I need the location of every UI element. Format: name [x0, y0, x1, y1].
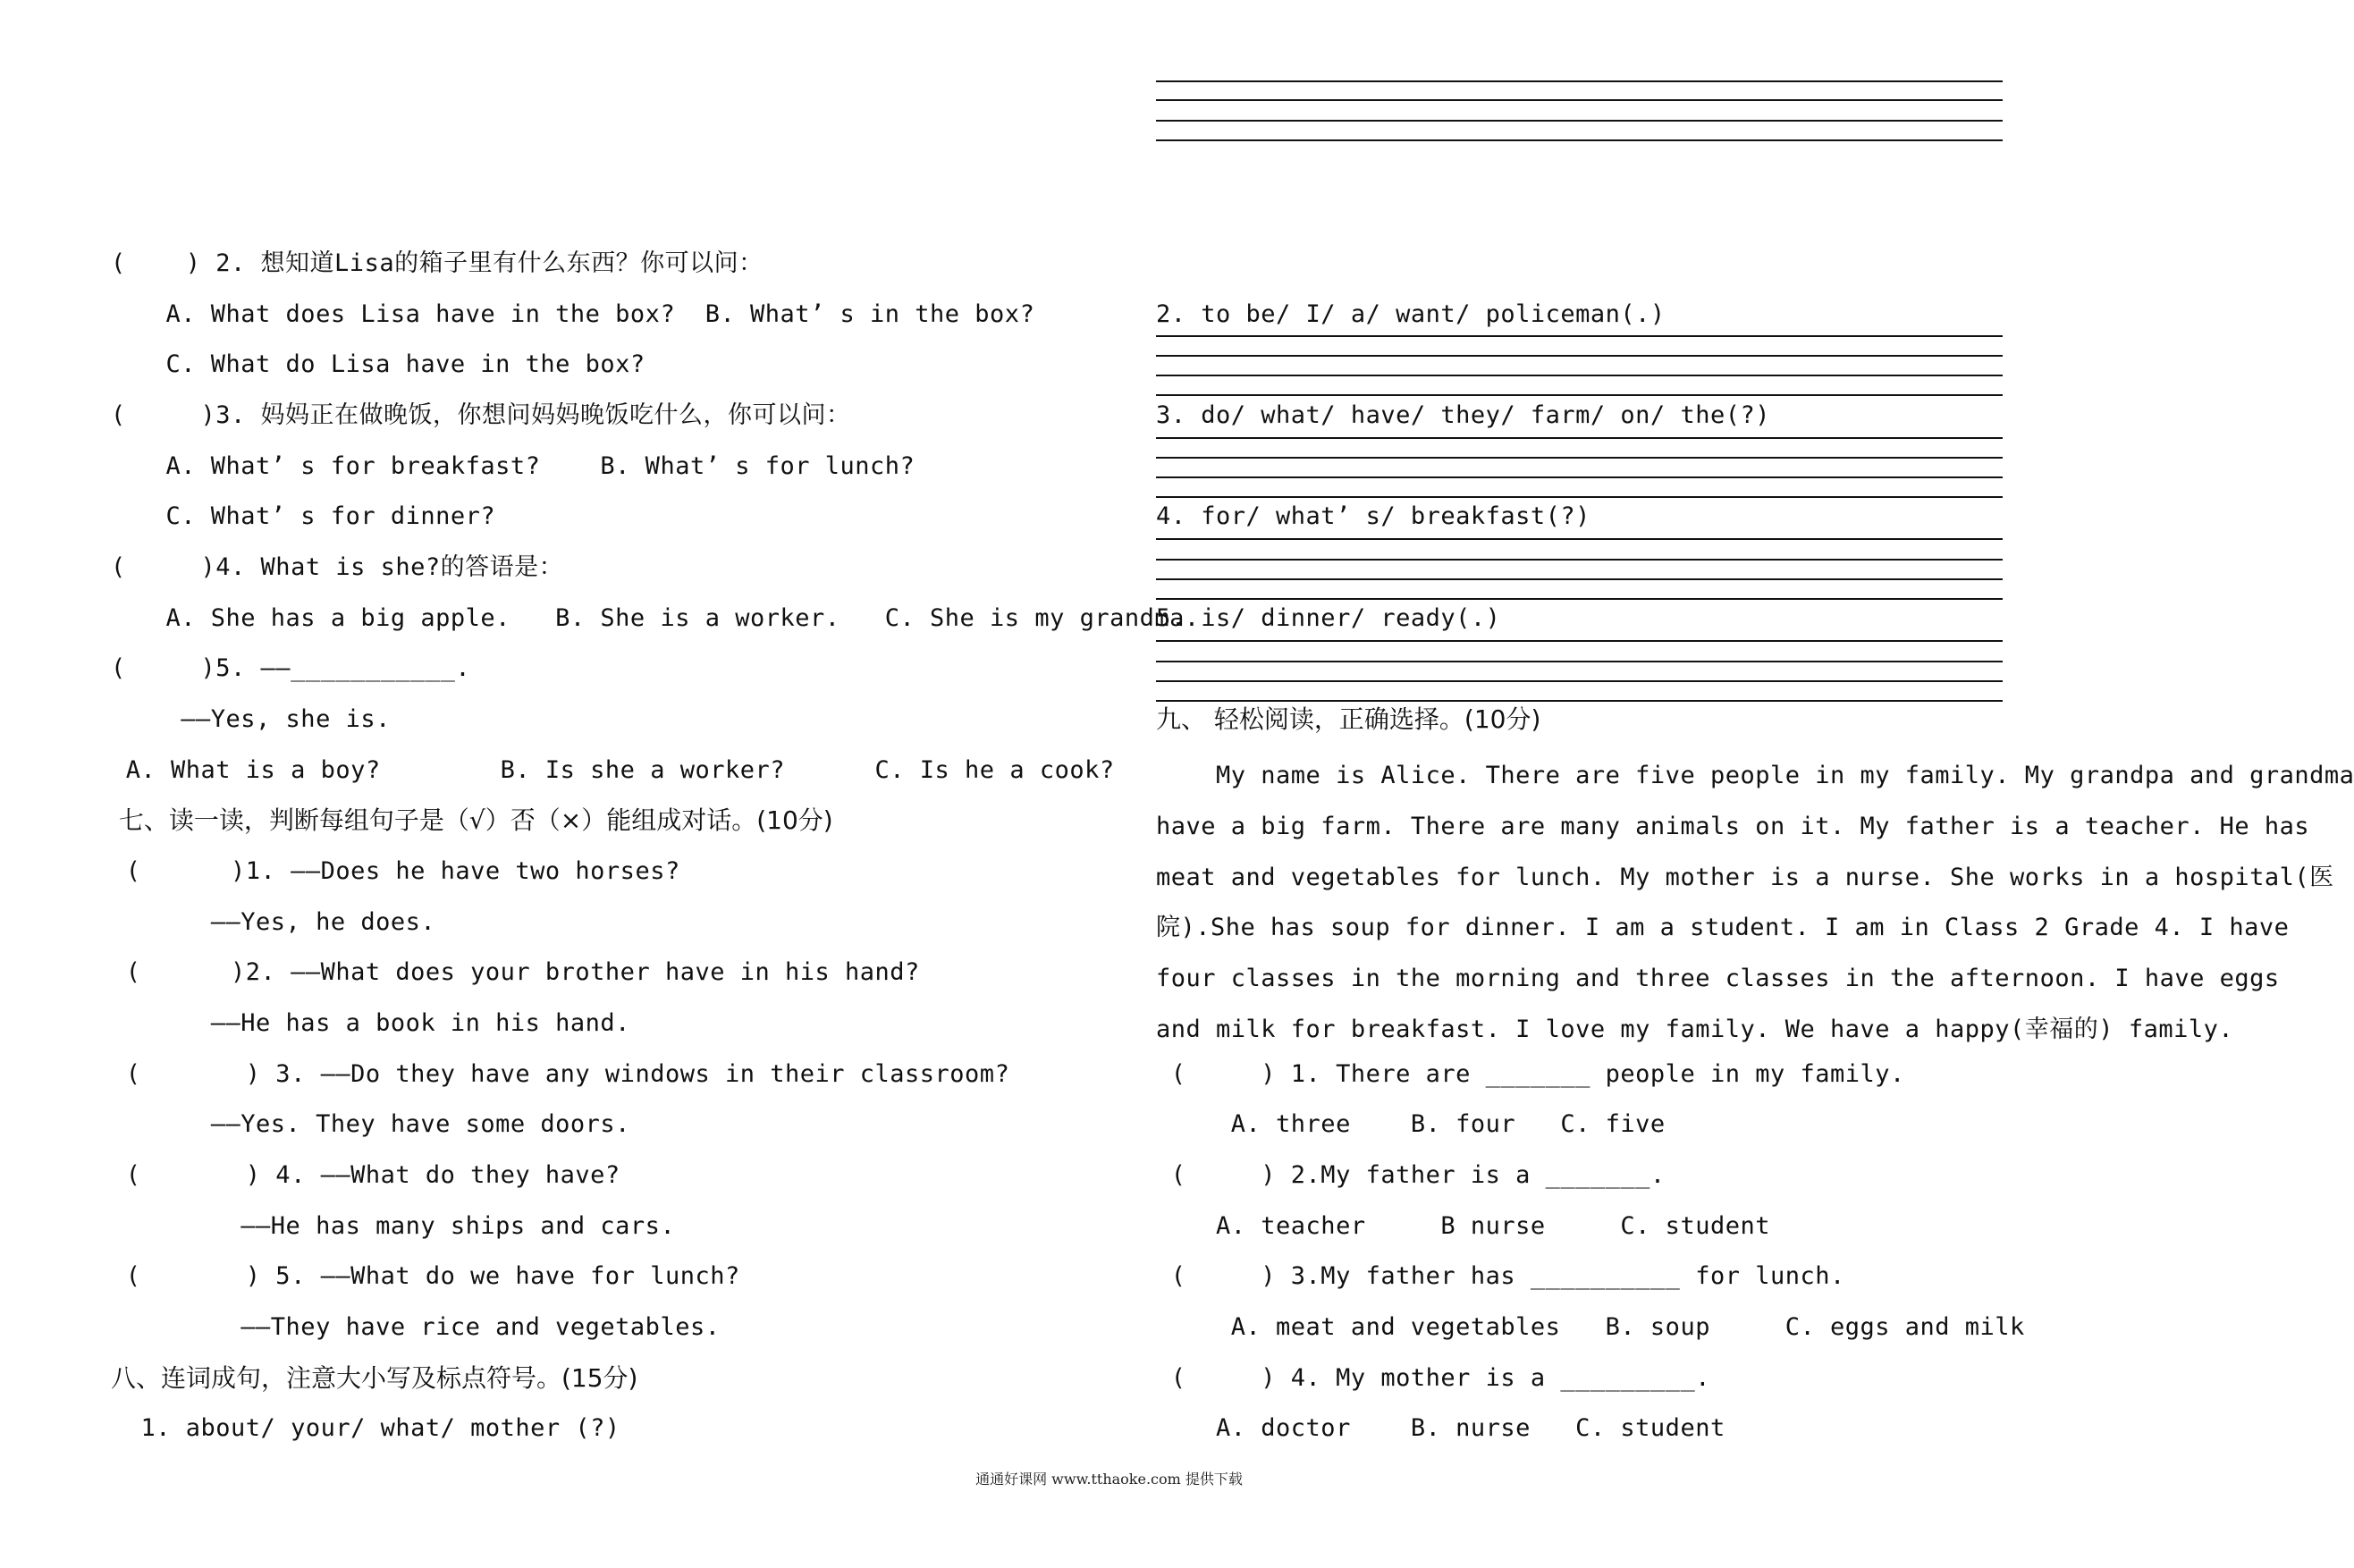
- answer-line: [1156, 99, 2003, 101]
- section8-title: 八、连词成句，注意大小写及标点符号。(15分): [111, 1363, 638, 1393]
- q9-1: ( ) 1. There are _______ people in my family.: [1156, 1060, 1905, 1088]
- answer-line: [1156, 120, 2003, 122]
- q6-4-options: A. She has a big apple. B. She is a worker. C. She is my grandma.: [136, 604, 1200, 632]
- answer-line: [1156, 680, 2003, 682]
- q6-2-options-ab: A. What does Lisa have in the box? B. What’ s in the box?: [136, 300, 1035, 328]
- answer-line: [1156, 335, 2003, 337]
- q7-3: ( ) 3. ——Do they have any windows in their classroom?: [111, 1060, 1010, 1088]
- passage-line: My name is Alice. There are five people in my family. My grandpa and grandma: [1156, 762, 2354, 789]
- answer-line: [1156, 578, 2003, 580]
- passage-line: 院).She has soup for dinner. I am a student. I am in Class 2 Grade 4. I have: [1156, 914, 2290, 942]
- q8-3: 3. do/ what/ have/ they/ farm/ on/ the(?): [1156, 401, 1770, 429]
- answer-line: [1156, 640, 2003, 642]
- q6-3-options-ab: A. What’ s for breakfast? B. What’ s for lunch?: [136, 452, 915, 480]
- passage-line: have a big farm. There are many animals on it. My father is a teacher. He has: [1156, 812, 2310, 840]
- q6-2-option-c: C. What do Lisa have in the box?: [136, 350, 645, 378]
- q7-4: ( ) 4. ——What do they have?: [111, 1161, 620, 1189]
- q9-3: ( ) 3.My father has __________ for lunch.: [1156, 1262, 1845, 1290]
- q8-5: 5. is/ dinner/ ready(.): [1156, 604, 1501, 632]
- q9-2-options: A. teacher B nurse C. student: [1156, 1212, 1770, 1240]
- q7-2: ( )2. ——What does your brother have in his hand?: [111, 958, 920, 986]
- q6-5-options: A. What is a boy? B. Is she a worker? C. Is he a cook?: [111, 756, 1115, 784]
- q6-3-option-c: C. What’ s for dinner?: [136, 502, 496, 530]
- q9-3-options: A. meat and vegetables B. soup C. eggs and milk: [1156, 1313, 2025, 1341]
- q8-1: 1. about/ your/ what/ mother (?): [111, 1414, 620, 1442]
- answer-line: [1156, 538, 2003, 540]
- q7-3-answer: ——Yes. They have some doors.: [136, 1110, 630, 1138]
- answer-line: [1156, 437, 2003, 439]
- answer-line: [1156, 139, 2003, 141]
- q9-4-options: A. doctor B. nurse C. student: [1156, 1414, 1725, 1442]
- q6-5: ( )5. ——___________.: [111, 654, 471, 682]
- answer-line: [1156, 80, 2003, 82]
- passage-line: and milk for breakfast. I love my family. We have a happy(幸福的) family.: [1156, 1015, 2234, 1043]
- section9-title: 九、 轻松阅读，正确选择。(10分): [1156, 704, 1541, 734]
- q6-4: ( )4. What is she?的答语是：: [111, 553, 564, 581]
- q9-1-options: A. three B. four C. five: [1156, 1110, 1666, 1138]
- passage-line: meat and vegetables for lunch. My mother is a nurse. She works in a hospital(医: [1156, 863, 2334, 891]
- q7-4-answer: ——He has many ships and cars.: [136, 1212, 676, 1240]
- q7-1: ( )1. ——Does he have two horses?: [111, 857, 680, 885]
- section7-title: 七、读一读，判断每组句子是（√）否（×）能组成对话。(10分): [111, 805, 833, 835]
- answer-line: [1156, 394, 2003, 396]
- answer-line: [1156, 457, 2003, 459]
- answer-line: [1156, 559, 2003, 561]
- q6-3: ( )3. 妈妈正在做晚饭，你想问妈妈晚饭吃什么，你可以问：: [111, 401, 851, 429]
- q7-5: ( ) 5. ——What do we have for lunch?: [111, 1262, 740, 1290]
- answer-line: [1156, 496, 2003, 498]
- q7-5-answer: ——They have rice and vegetables.: [136, 1313, 721, 1341]
- reading-passage: [1156, 751, 2354, 1056]
- q9-2: ( ) 2.My father is a _______.: [1156, 1161, 1666, 1189]
- q8-2: 2. to be/ I/ a/ want/ policeman(.): [1156, 300, 1666, 328]
- answer-line: [1156, 661, 2003, 662]
- passage-line: four classes in the morning and three classes in the afternoon. I have eggs: [1156, 965, 2280, 993]
- answer-line: [1156, 375, 2003, 376]
- answer-line: [1156, 355, 2003, 357]
- q6-2: ( ) 2. 想知道Lisa的箱子里有什么东西？你可以问：: [111, 249, 764, 277]
- q9-4: ( ) 4. My mother is a _________.: [1156, 1364, 1710, 1392]
- footer-watermark: 通通好课网 www.tthaoke.com 提供下载: [975, 1471, 1243, 1488]
- q6-5-answer: ——Yes, she is.: [136, 705, 391, 733]
- q8-4: 4. for/ what’ s/ breakfast(?): [1156, 502, 1590, 530]
- q7-2-answer: ——He has a book in his hand.: [136, 1009, 630, 1037]
- q7-1-answer: ——Yes, he does.: [136, 908, 436, 936]
- answer-line: [1156, 598, 2003, 600]
- answer-line: [1156, 476, 2003, 478]
